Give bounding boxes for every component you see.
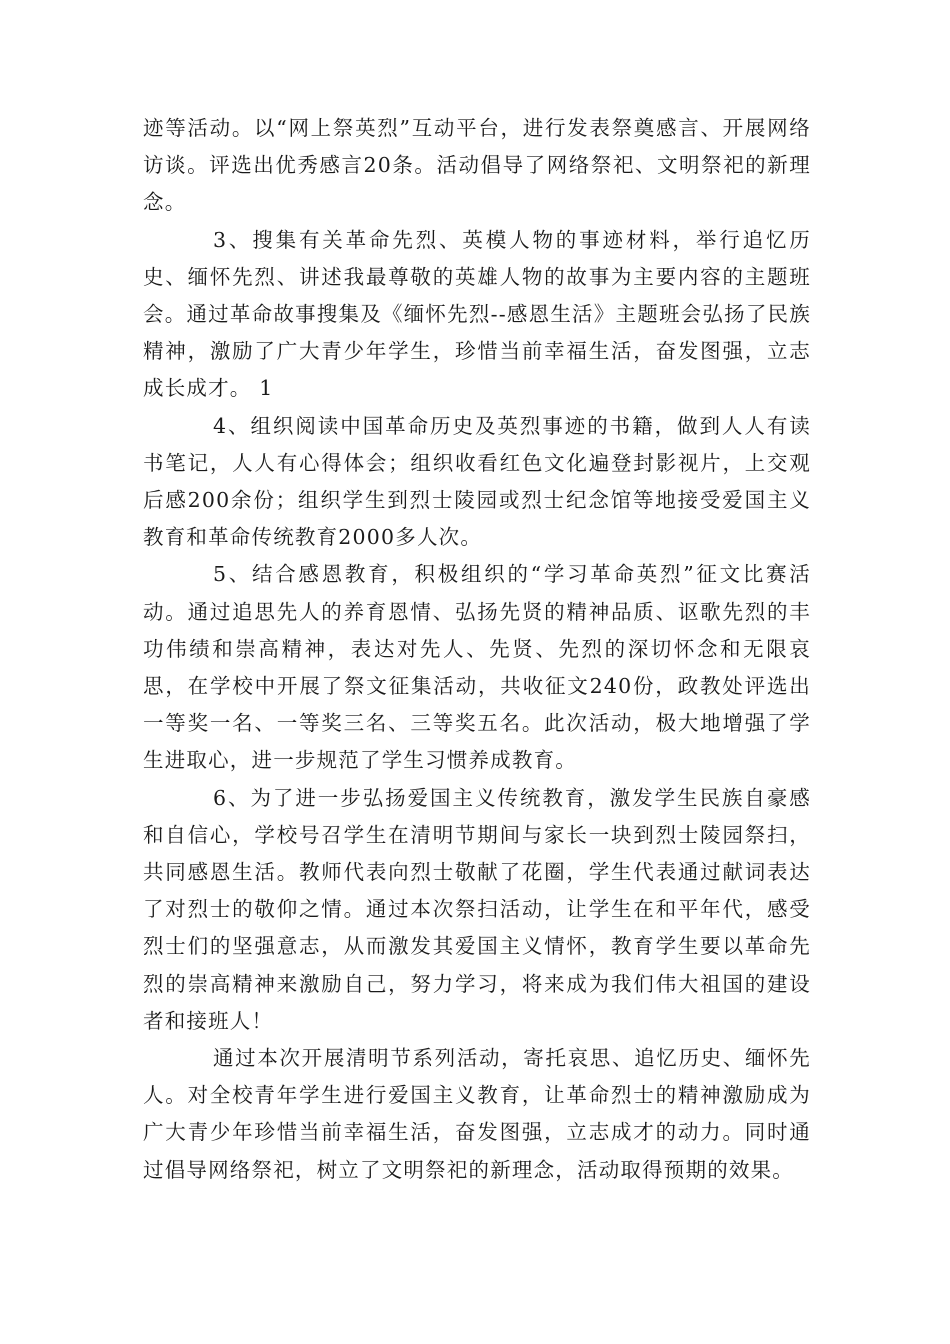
- paragraph-item-5: 5、结合感恩教育，积极组织的“学习革命英烈”征文比赛活动。通过追思先人的养育恩情、弘扬先贤的精神品质、讴歌先烈的丰功伟绩和崇高精神，表达对先人、先贤、先烈的深切怀念和无限哀思，在学校中开展了祭文征集活动，共收征文240份，政教处评选出一等奖一名、一等奖三名、三等奖五名。此次活动，极大地增强了学生进取心，进一步规范了学生习惯养成教育。: [143, 562, 811, 773]
- paragraph-item-6: 6、为了进一步弘扬爱国主义传统教育，激发学生民族自豪感和自信心，学校号召学生在清明节期间与家长一块到烈士陵园祭扫，共同感恩生活。教师代表向烈士敬献了花圈，学生代表通过献词表达了对烈士的敬仰之情。通过本次祭扫活动，让学生在和平年代，感受烈士们的坚强意志，从而激发其爱国主义情怀，教育学生要以革命先烈的崇高精神来激励自己，努力学习，将来成为我们伟大祖国的建设者和接班人！: [143, 785, 811, 1033]
- document-body: [143, 110, 811, 1189]
- paragraph-item-4: 4、组织阅读中国革命历史及英烈事迹的书籍，做到人人有读书笔记，人人有心得体会；组织收看红色文化遍登封影视片，上交观后感200余份；组织学生到烈士陵园或烈士纪念馆等地接受爱国主义教育和革命传统教育2000多人次。: [143, 413, 811, 550]
- paragraph-summary: 通过本次开展清明节系列活动，寄托哀思、追忆历史、缅怀先人。对全校青年学生进行爱国主义教育，让革命烈士的精神激励成为广大青少年珍惜当前幸福生活，奋发图强，立志成才的动力。同时通过倡导网络祭祀，树立了文明祭祀的新理念，活动取得预期的效果。: [143, 1046, 811, 1182]
- paragraph-continuation: 迹等活动。以“网上祭英烈”互动平台，进行发表祭奠感言、开展网络访谈。评选出优秀感言20条。活动倡导了网络祭祀、文明祭祀的新理念。: [143, 116, 811, 215]
- paragraph-item-3: 3、搜集有关革命先烈、英模人物的事迹材料，举行追忆历史、缅怀先烈、讲述我最尊敬的英雄人物的故事为主要内容的主题班会。通过革命故事搜集及《缅怀先烈--感恩生活》主题班会弘扬了民族精神，激励了广大青少年学生，珍惜当前幸福生活，奋发图强，立志成长成才。 1: [143, 227, 811, 401]
